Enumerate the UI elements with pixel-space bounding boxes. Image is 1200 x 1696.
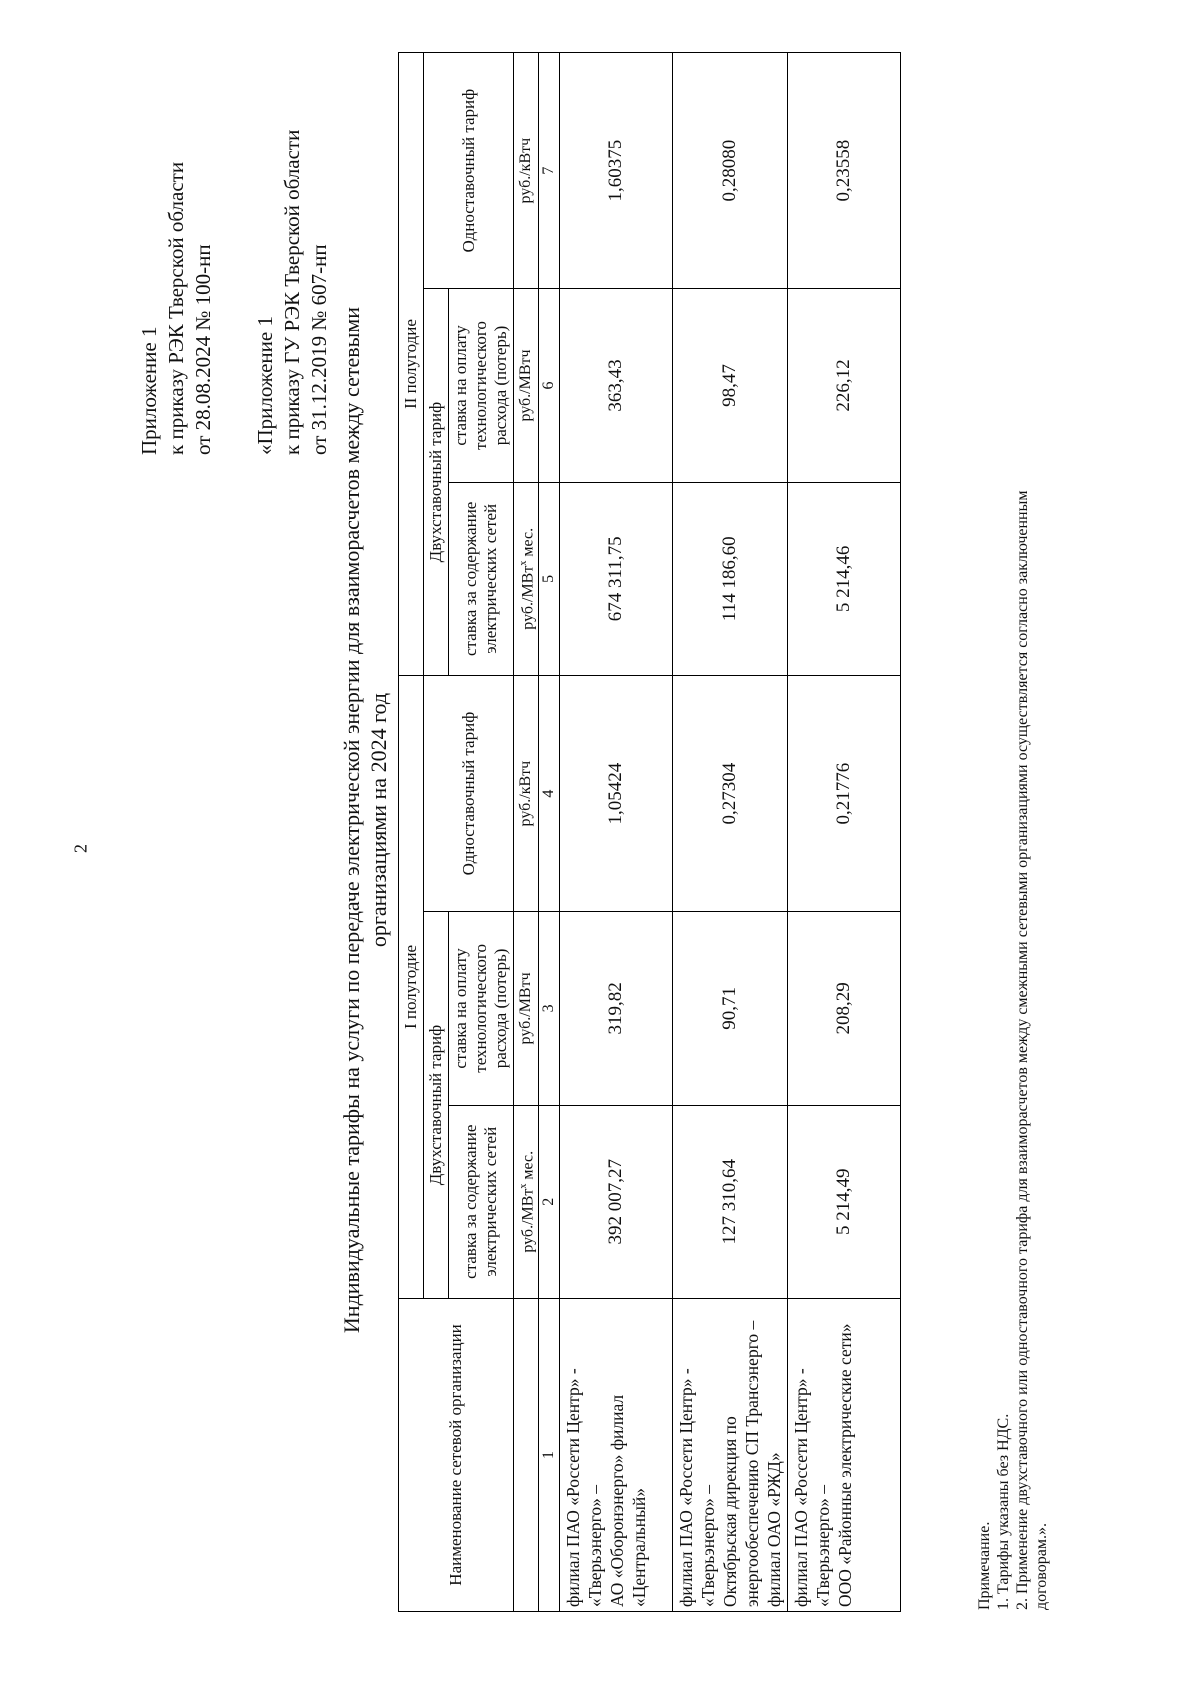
- header-rate-maintenance-1: ставка за содержание электрических сетей: [449, 1105, 514, 1298]
- header-one-part-tariff-1: Одноставочный тариф: [424, 675, 514, 911]
- value-cell: 5 214,49: [788, 1105, 901, 1298]
- org-name-line: «Центральный»: [629, 1487, 650, 1607]
- value-cell: 392 007,27: [560, 1105, 673, 1298]
- unit-cell-mw: руб./МВт$^х$ мес.: [514, 1105, 539, 1298]
- table-row: [560, 53, 673, 1612]
- page-number: 2: [70, 844, 91, 853]
- note-item: 2. Применение двухставочного или одноставочного тарифа для взаиморасчетов между смежными сетевыми организациями осуществляется согласно заключенным: [1014, 490, 1031, 1610]
- org-name-line: Октябрьская дирекция по: [720, 1416, 741, 1607]
- appendix-reference-old: [252, 130, 333, 455]
- header-two-part-tariff-2: Двухставочный тариф: [424, 289, 449, 676]
- org-name-line: филиал ОАО «РЖД»: [764, 1452, 785, 1607]
- appendix-line: к приказу РЭК Тверской области: [164, 161, 188, 455]
- header-one-part-tariff-2: Одноставочный тариф: [424, 53, 514, 289]
- header-rate-maintenance-2: ставка за содержание электрических сетей: [449, 482, 514, 675]
- org-name-line: «Тверьэнерго» –: [585, 1485, 606, 1607]
- value-cell: 0,28080: [673, 53, 788, 289]
- note-item: 1. Тарифы указаны без НДС.: [995, 1413, 1012, 1610]
- header-rate-losses-1: ставка на оплату технологического расхода (потерь): [449, 912, 514, 1105]
- appendix-line: к приказу ГУ РЭК Тверской области: [280, 129, 304, 455]
- value-cell: 319,82: [560, 912, 673, 1105]
- value-cell: 5 214,46: [788, 482, 901, 675]
- value-cell: 1,60375: [560, 53, 673, 289]
- column-index: 7: [539, 53, 560, 289]
- org-name-line: «Тверьэнерго» –: [698, 1485, 719, 1607]
- title-line: Индивидуальные тарифы на услуги по передаче электрической энергии для взаиморасчетов между сетевыми: [339, 306, 364, 1334]
- unit-cell-empty: [514, 1298, 539, 1611]
- header-half-1: I полугодие: [399, 675, 424, 1298]
- appendix-line: от 31.12.2019 № 607-нп: [307, 244, 331, 455]
- column-index: 6: [539, 289, 560, 482]
- column-index: 2: [539, 1105, 560, 1298]
- value-cell: 98,47: [673, 289, 788, 482]
- org-name-line: филиал ПАО «Россети Центр» -: [563, 1368, 584, 1607]
- org-name-cell: [673, 1298, 788, 1611]
- value-cell: 674 311,75: [560, 482, 673, 675]
- value-cell: 127 310,64: [673, 1105, 788, 1298]
- unit-cell-kwh: руб./кВтч: [514, 53, 539, 289]
- value-cell: 0,21776: [788, 675, 901, 911]
- unit-cell-mwh: руб./МВтч: [514, 912, 539, 1105]
- table-row: [788, 53, 901, 1612]
- note-item: договорам.».: [1033, 1523, 1050, 1610]
- org-name-line: филиал ПАО «Россети Центр» -: [676, 1368, 697, 1607]
- column-index: 4: [539, 675, 560, 911]
- value-cell: 0,23558: [788, 53, 901, 289]
- column-index: 1: [539, 1298, 560, 1611]
- org-name-line: ООО «Районные электрические сети»: [835, 1323, 856, 1607]
- value-cell: 363,43: [560, 289, 673, 482]
- org-name-cell: [788, 1298, 901, 1611]
- notes-heading: Примечание.: [976, 1521, 993, 1610]
- value-cell: 208,29: [788, 912, 901, 1105]
- appendix-line: от 28.08.2024 № 100-нп: [191, 244, 215, 455]
- header-rate-losses-2: ставка на оплату технологического расхода (потерь): [449, 289, 514, 482]
- org-name-line: энергообеспечению СП Трансэнерго –: [742, 1320, 763, 1607]
- unit-cell-mwh: руб./МВтч: [514, 289, 539, 482]
- column-index: 5: [539, 482, 560, 675]
- title-line: организациями на 2024 год: [366, 692, 391, 948]
- org-name-line: «Тверьэнерго» –: [813, 1485, 834, 1607]
- value-cell: 0,27304: [673, 675, 788, 911]
- unit-cell-mw: руб./МВт$^х$ мес.: [514, 482, 539, 675]
- unit-cell-kwh: руб./кВтч: [514, 675, 539, 911]
- value-cell: 226,12: [788, 289, 901, 482]
- column-index: 3: [539, 912, 560, 1105]
- header-org-name: Наименование сетевой организации: [399, 1298, 514, 1611]
- notes: [975, 50, 1051, 1610]
- appendix-line: «Приложение 1: [253, 316, 277, 455]
- org-name-line: филиал ПАО «Россети Центр» -: [791, 1368, 812, 1607]
- value-cell: 1,05424: [560, 675, 673, 911]
- rotated-page: [20, 50, 1180, 1650]
- document-title: [338, 160, 392, 1480]
- appendix-reference-new: [136, 162, 217, 455]
- tariff-table: [398, 52, 901, 1612]
- table-row: [673, 53, 788, 1612]
- org-name-line: АО «Оборонэнерго» филиал: [607, 1394, 628, 1607]
- org-name-cell: [560, 1298, 673, 1611]
- header-half-2: II полугодие: [399, 53, 424, 676]
- header-two-part-tariff-1: Двухставочный тариф: [424, 912, 449, 1299]
- appendix-line: Приложение 1: [137, 326, 161, 455]
- value-cell: 90,71: [673, 912, 788, 1105]
- value-cell: 114 186,60: [673, 482, 788, 675]
